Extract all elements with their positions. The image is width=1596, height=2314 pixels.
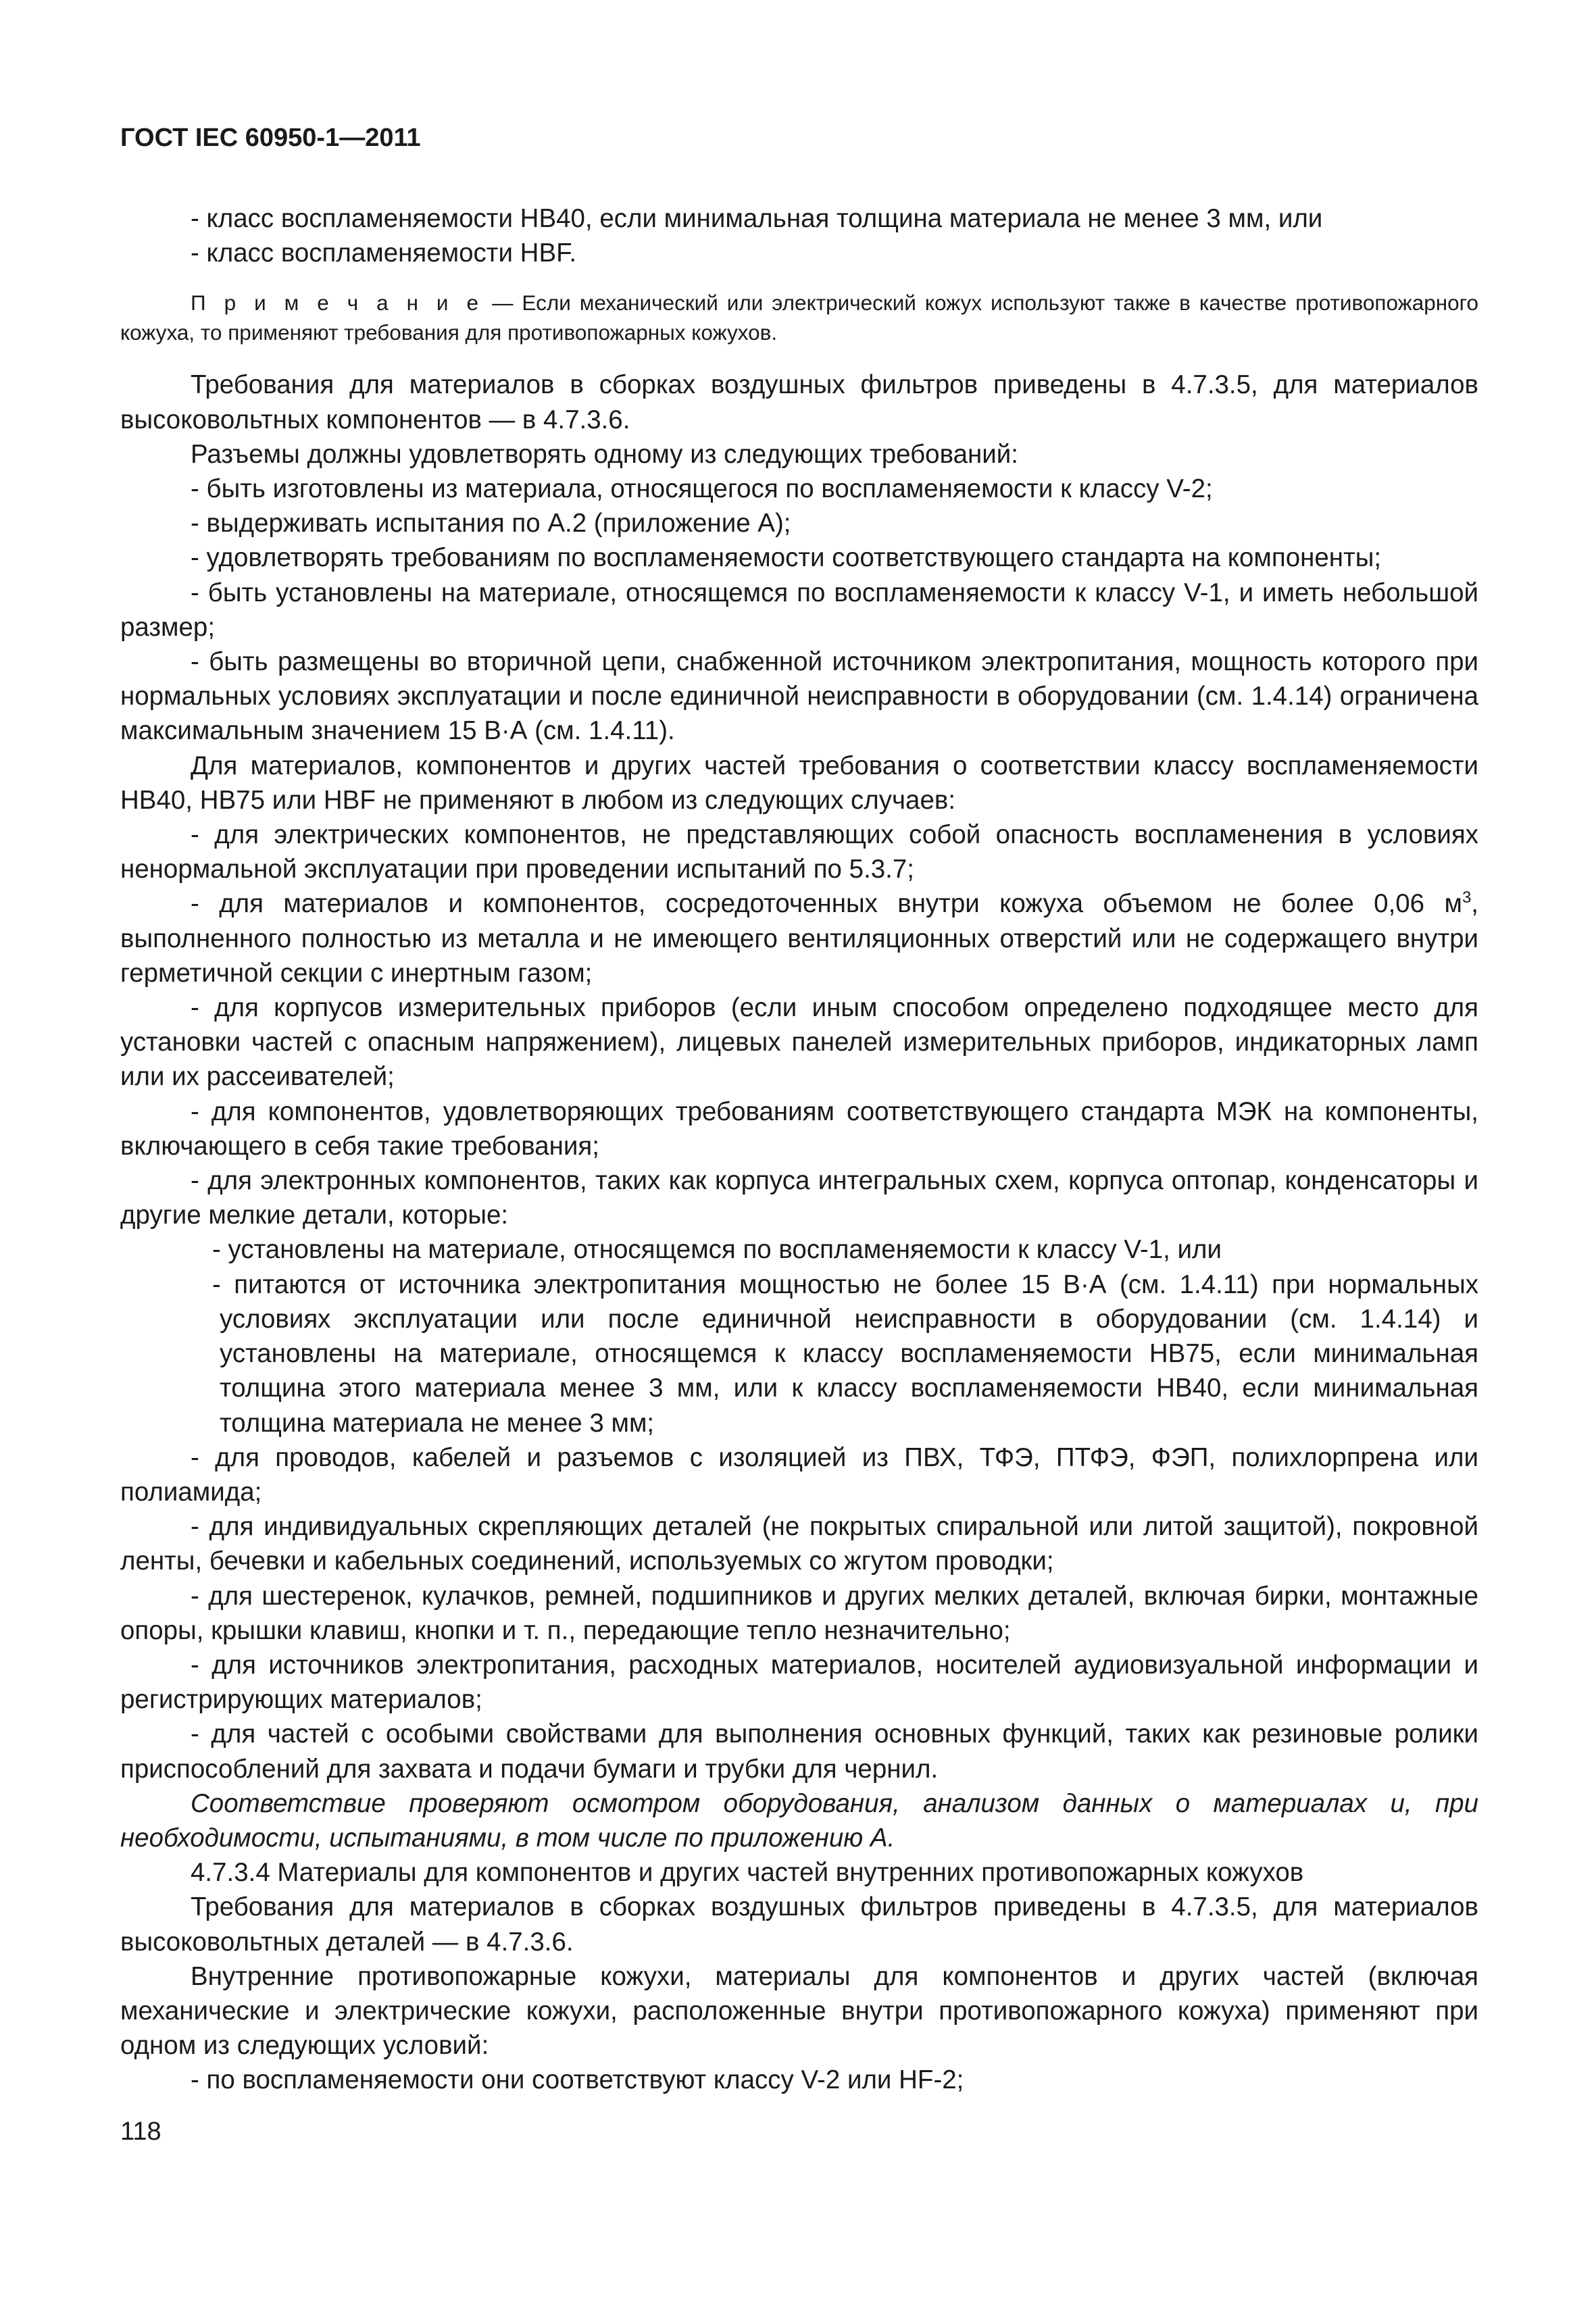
sub-list-item: - питаются от источника электропитания мощностью не более 15 В·А (см. 1.4.11) при нормальных условиях эксплуатации или после единичной неисправности в оборудовании (см. 1.4.14) и установлены на материале, относящемся к классу воспламеняемости НВ75, если минимальная толщина этого материала менее 3 мм, или к классу воспламеняемости НВ40, если минимальная толщина материала не менее 3 мм; <box>212 1269 1478 1438</box>
document-header: ГОСТ IEC 60950-1—2011 <box>120 124 421 152</box>
paragraph-text: - для материалов и компонентов, сосредоточенных внутри кожуха объемом не более 0,06 м <box>191 889 1462 919</box>
body-paragraph: - для компонентов, удовлетворяющих требованиям соответствующего стандарта МЭК на компоненты, включающего в себя такие требования; <box>120 1097 1478 1161</box>
body-paragraph: - быть размещены во вторичной цепи, снабженной источником электропитания, мощность которого при нормальных условиях эксплуатации и после единичной неисправности в оборудовании (см. 1.4.14) ограничена максимальным значением 15 В·А (см. 1.4.11). <box>120 647 1478 746</box>
superscript: 3 <box>1462 888 1472 907</box>
body-paragraph: - для проводов, кабелей и разъемов с изоляцией из ПВХ, ТФЭ, ПТФЭ, ФЭП, полихлорпрена или полиамида; <box>120 1442 1478 1507</box>
body-paragraph: - класс воспламеняемости HBF. <box>191 238 577 268</box>
body-paragraph: Требования для материалов в сборках воздушных фильтров приведены в 4.7.3.5, для материалов высоковольтных деталей — в 4.7.3.6. <box>120 1892 1478 1957</box>
body-paragraph <box>120 886 1478 990</box>
note-label: П р и м е ч а н и е <box>191 291 483 316</box>
page-number: 118 <box>120 2117 161 2146</box>
body-paragraph: - для шестеренок, кулачков, ремней, подшипников и других мелких деталей, включая бирки, монтажные опоры, крышки клавиш, кнопки и т. п., передающие тепло незначительно; <box>120 1581 1478 1645</box>
body-paragraph: - для источников электропитания, расходных материалов, носителей аудиовизуальной информации и регистрирующих материалов; <box>120 1650 1478 1715</box>
body-paragraph: - по воспламеняемости они соответствуют классу V-2 или HF-2; <box>191 2065 964 2095</box>
body-paragraph: - для корпусов измерительных приборов (если иным способом определено подходящее место для установки частей с опасным напряжением), лицевых панелей измерительных приборов, индикаторных ламп или их рассеивателей; <box>120 993 1478 1092</box>
body-paragraph: 4.7.3.4 Материалы для компонентов и других частей внутренних противопожарных кожухов <box>191 1858 1304 1888</box>
body-paragraph: - выдерживать испытания по А.2 (приложение А); <box>191 509 791 538</box>
note-paragraph <box>120 288 1478 347</box>
body-paragraph: Разъемы должны удовлетворять одному из следующих требований: <box>191 439 1018 469</box>
body-paragraph: - класс воспламеняемости НВ40, если минимальная толщина материала не менее 3 мм, или <box>191 204 1323 233</box>
body-paragraph: - быть изготовлены из материала, относящегося по воспламеняемости к классу V-2; <box>191 474 1213 504</box>
body-paragraph: - удовлетворять требованиям по воспламеняемости соответствующего стандарта на компоненты; <box>191 543 1382 573</box>
body-paragraph: Внутренние противопожарные кожухи, материалы для компонентов и других частей (включая механические и электрические кожухи, расположенные внутри противопожарного кожуха) применяют при одном из следующих условий: <box>120 1961 1478 2061</box>
document-body <box>120 201 1478 2098</box>
body-paragraph: Для материалов, компонентов и других частей требования о соответствии классу воспламеняемости НВ40, НВ75 или HBF не применяют в любом из следующих случаев: <box>120 751 1478 815</box>
body-paragraph: - для частей с особыми свойствами для выполнения основных функций, таких как резиновые ролики приспособлений для захвата и подачи бумаги и трубки для чернил. <box>120 1719 1478 1784</box>
compliance-statement: Соответствие проверяют осмотром оборудования, анализом данных о материалах и, при необходимости, испытаниями, в том числе по приложению А. <box>120 1788 1478 1853</box>
body-paragraph: - для индивидуальных скрепляющих деталей (не покрытых спиральной или литой защитой), покровной ленты, бечевки и кабельных соединений, используемых со жгутом проводки; <box>120 1512 1478 1576</box>
paragraph-text: , выполненного полностью из металла и не имеющего вентиляционных отверстий или не содержащего внутри герметичной секции с инертным газом; <box>120 889 1478 988</box>
note-text: — Если механический или электрический кожух используют также в качестве противопожарного кожуха, то применяют требования для противопожарных кожухов. <box>120 291 1478 345</box>
body-paragraph: Требования для материалов в сборках воздушных фильтров приведены в 4.7.3.5, для материалов высоковольтных компонентов — в 4.7.3.6. <box>120 370 1478 434</box>
body-paragraph: - быть установлены на материале, относящемся по воспламеняемости к классу V-1, и иметь небольшой размер; <box>120 578 1478 642</box>
body-paragraph: - для электронных компонентов, таких как корпуса интегральных схем, корпуса оптопар, конденсаторы и другие мелкие детали, которые: <box>120 1166 1478 1230</box>
body-paragraph: - для электрических компонентов, не представляющих собой опасность воспламенения в условиях ненормальной эксплуатации при проведении испытаний по 5.3.7; <box>120 820 1478 884</box>
sub-list-item: - установлены на материале, относящемся по воспламеняемости к классу V-1, или <box>212 1235 1222 1265</box>
